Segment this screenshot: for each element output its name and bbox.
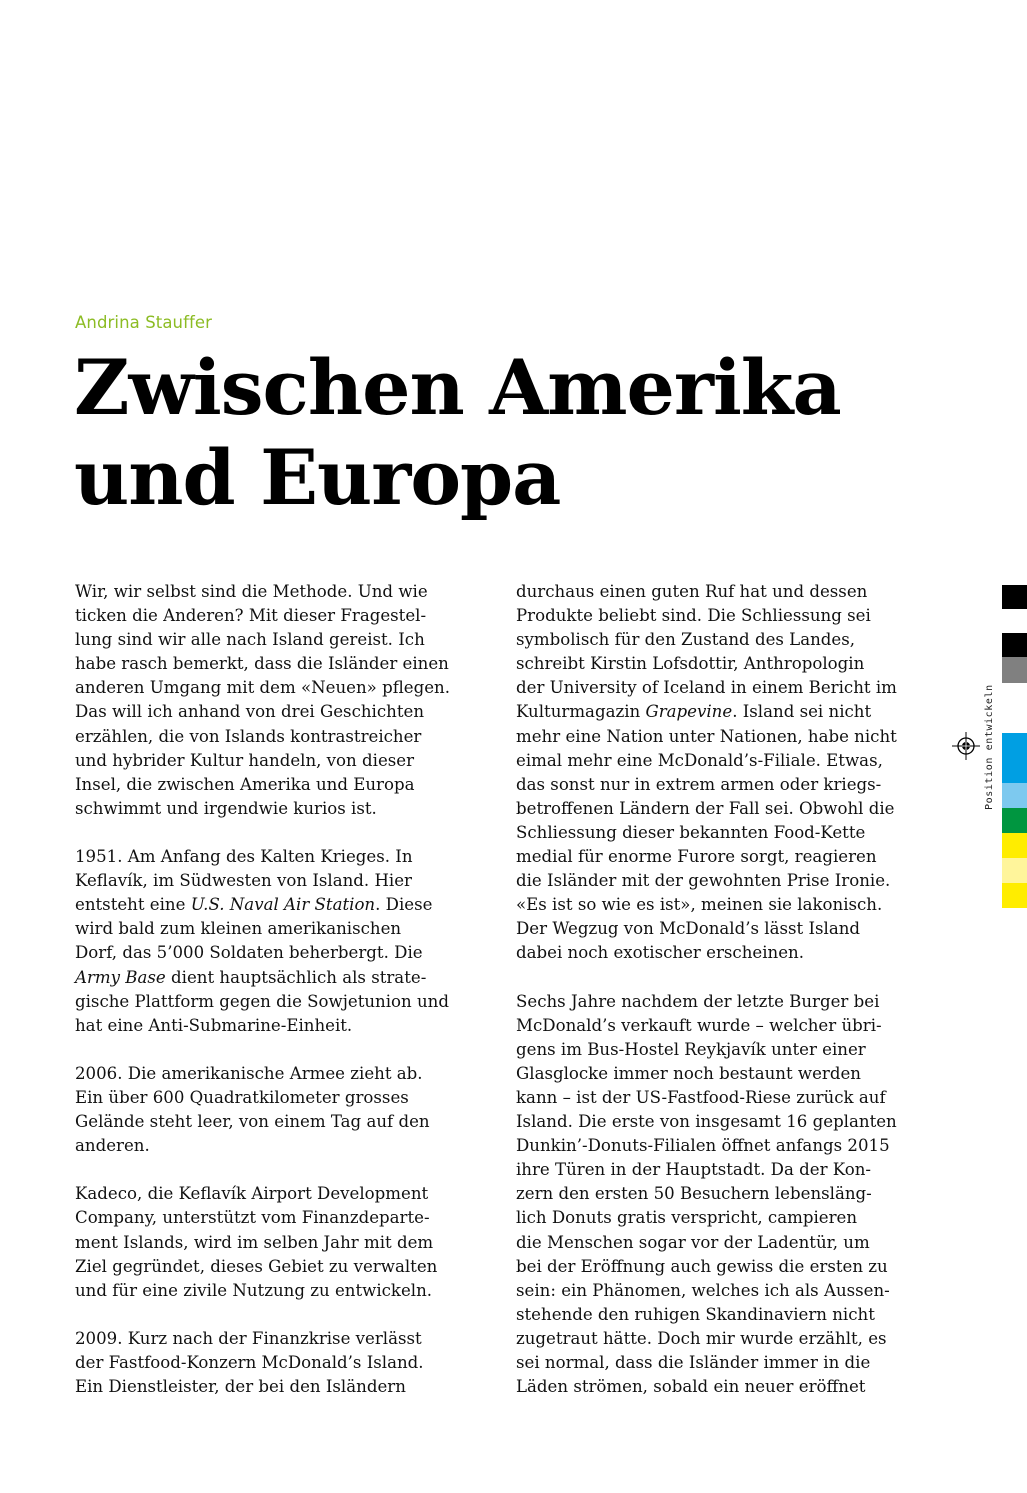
text-line: Ziel gegründet, dieses Gebiet zu verwalten xyxy=(75,1256,438,1276)
text-line: schwimmt und irgendwie kurios ist. xyxy=(75,798,377,818)
color-strip-black-2 xyxy=(1002,633,1027,657)
text-line: anderen. xyxy=(75,1136,150,1156)
text-line: mehr eine Nation unter Nationen, habe nicht xyxy=(516,726,897,746)
color-strip-green xyxy=(1002,808,1027,833)
text-line: und hybrider Kultur handeln, von dieser xyxy=(75,750,415,770)
text-line: Gelände steht leer, von einem Tag auf den xyxy=(75,1112,430,1132)
text-line: Das will ich anhand von drei Geschichten xyxy=(75,702,425,722)
text-line: die Isländer mit der gewohnten Prise Ironie. xyxy=(516,871,891,891)
text-line: betroffenen Ländern der Fall sei. Obwohl die xyxy=(516,798,895,818)
title-line-1: Zwischen Amerika xyxy=(74,343,841,432)
text-line: Produkte beliebt sind. Die Schliessung sei xyxy=(516,606,871,626)
text-line: und für eine zivile Nutzung zu entwickeln. xyxy=(75,1280,433,1300)
text-line: symbolisch für den Zustand des Landes, xyxy=(516,630,856,650)
text-line: Insel, die zwischen Amerika und Europa xyxy=(75,774,415,794)
paragraph-2006 xyxy=(75,1062,495,1158)
text-line: Ein Dienstleister, der bei den Isländern xyxy=(75,1377,406,1397)
color-strip-yellow xyxy=(1002,833,1027,858)
paragraph-mcdonalds xyxy=(516,580,936,966)
text-line: ticken die Anderen? Mit dieser Fragestel- xyxy=(75,606,427,626)
text-line: Army Base dient hauptsächlich als strate- xyxy=(75,967,427,987)
right-column xyxy=(516,580,936,1423)
text-line: hat eine Anti-Submarine-Einheit. xyxy=(75,1015,353,1035)
text-line: durchaus einen guten Ruf hat und dessen xyxy=(516,582,868,601)
paragraph-2009 xyxy=(75,1327,495,1399)
text-line: anderen Umgang mit dem «Neuen» pflegen. xyxy=(75,678,451,698)
text-line: McDonald’s verkauft wurde – welcher übri- xyxy=(516,1015,882,1035)
text-line: Kulturmagazin Grapevine. Island sei nicht xyxy=(516,702,872,722)
registration-mark-icon xyxy=(952,732,980,760)
text-line: erzählen, die von Islands kontrastreicher xyxy=(75,726,422,746)
color-strip-cyan xyxy=(1002,733,1027,783)
paragraph-1951 xyxy=(75,845,495,1038)
text-line: «Es ist so wie es ist», meinen sie lakonisch. xyxy=(516,895,883,915)
text-line: Dorf, das 5’000 Soldaten beherbergt. Die xyxy=(75,943,423,963)
text-line: Ein über 600 Quadratkilometer grosses xyxy=(75,1087,409,1107)
text-line: 1951. Am Anfang des Kalten Krieges. In xyxy=(75,847,413,867)
title-line-2: und Europa xyxy=(74,433,561,522)
text-line: Wir, wir selbst sind die Methode. Und wie xyxy=(75,582,428,601)
color-strip-light-cyan xyxy=(1002,783,1027,808)
text-line: der Fastfood-Konzern McDonald’s Island. xyxy=(75,1353,424,1372)
text-line: 2009. Kurz nach der Finanzkrise verlässt xyxy=(75,1328,422,1348)
text-line: Kadeco, die Keflavík Airport Development xyxy=(75,1184,429,1204)
text-line: 2006. Die amerikanische Armee zieht ab. xyxy=(75,1063,423,1083)
color-strip-yellow-2 xyxy=(1002,883,1027,908)
left-column xyxy=(75,580,495,1423)
color-strip-gray xyxy=(1002,657,1027,683)
text-line: habe rasch bemerkt, dass die Isländer einen xyxy=(75,654,449,674)
text-line: gens im Bus-Hostel Reykjavík unter einer xyxy=(516,1039,866,1059)
text-line: lung sind wir alle nach Island gereist. Ich xyxy=(75,630,425,650)
text-line: Schliessung dieser bekannten Food-Kette xyxy=(516,822,866,842)
text-line: stehende den ruhigen Skandinaviern nicht xyxy=(516,1304,875,1324)
print-position-label: Position entwickeln xyxy=(984,684,995,810)
text-line: sein: ein Phänomen, welches ich als Aussen- xyxy=(516,1280,890,1300)
text-line: ment Islands, wird im selben Jahr mit dem xyxy=(75,1232,434,1252)
text-line: eimal mehr eine McDonald’s-Filiale. Etwas, xyxy=(516,750,883,770)
text-line: wird bald zum kleinen amerikanischen xyxy=(75,919,402,939)
emphasis: Grapevine xyxy=(645,702,733,722)
text-line: das sonst nur in extrem armen oder kriegs- xyxy=(516,774,882,794)
text-line: Dunkin’-Donuts-Filialen öffnet anfangs 2015 xyxy=(516,1136,890,1156)
text-line: Keflavík, im Südwesten von Island. Hier xyxy=(75,871,412,891)
article-title xyxy=(74,343,974,523)
color-strip-white xyxy=(1002,609,1027,633)
text-line: zern den ersten 50 Besuchern lebensläng- xyxy=(516,1184,872,1204)
color-strip-light-yellow xyxy=(1002,858,1027,883)
text-line: Sechs Jahre nachdem der letzte Burger bei xyxy=(516,991,880,1011)
text-line: kann – ist der US-Fastfood-Riese zurück auf xyxy=(516,1087,886,1107)
paragraph-intro xyxy=(75,580,495,821)
text-line: zugetraut hätte. Doch mir wurde erzählt, es xyxy=(516,1328,887,1348)
color-strip-black xyxy=(1002,585,1027,609)
text-line: Glasglocke immer noch bestaunt werden xyxy=(516,1063,861,1083)
text-line: bei der Eröffnung auch gewiss die ersten zu xyxy=(516,1256,888,1276)
text-line: dabei noch exotischer erscheinen. xyxy=(516,943,804,963)
text-line: entsteht eine U.S. Naval Air Station. Diese xyxy=(75,895,433,915)
text-line: gische Plattform gegen die Sowjetunion und xyxy=(75,991,449,1011)
text-line: ihre Türen in der Hauptstadt. Da der Kon- xyxy=(516,1160,872,1180)
emphasis: Army Base xyxy=(75,967,166,987)
text-line: Der Wegzug von McDonald’s lässt Island xyxy=(516,919,861,939)
text-line: medial für enorme Furore sorgt, reagieren xyxy=(516,847,877,867)
emphasis: U.S. Naval Air Station xyxy=(190,895,376,915)
text-line: Company, unterstützt vom Finanzdeparte- xyxy=(75,1208,430,1228)
text-line: der University of Iceland in einem Bericht im xyxy=(516,678,897,698)
text-line: sei normal, dass die Isländer immer in die xyxy=(516,1353,871,1372)
text-line: die Menschen sogar vor der Ladentür, um xyxy=(516,1232,870,1252)
paragraph-kadeco xyxy=(75,1182,495,1302)
text-line: Island. Die erste von insgesamt 16 geplanten xyxy=(516,1112,897,1132)
paragraph-dunkin xyxy=(516,990,936,1400)
text-line: lich Donuts gratis verspricht, campieren xyxy=(516,1208,858,1228)
author-name: Andrina Stauffer xyxy=(75,313,213,332)
text-line: Läden strömen, sobald ein neuer eröffnet xyxy=(516,1377,866,1397)
text-line: schreibt Kirstin Lofsdottir, Anthropologin xyxy=(516,654,865,674)
